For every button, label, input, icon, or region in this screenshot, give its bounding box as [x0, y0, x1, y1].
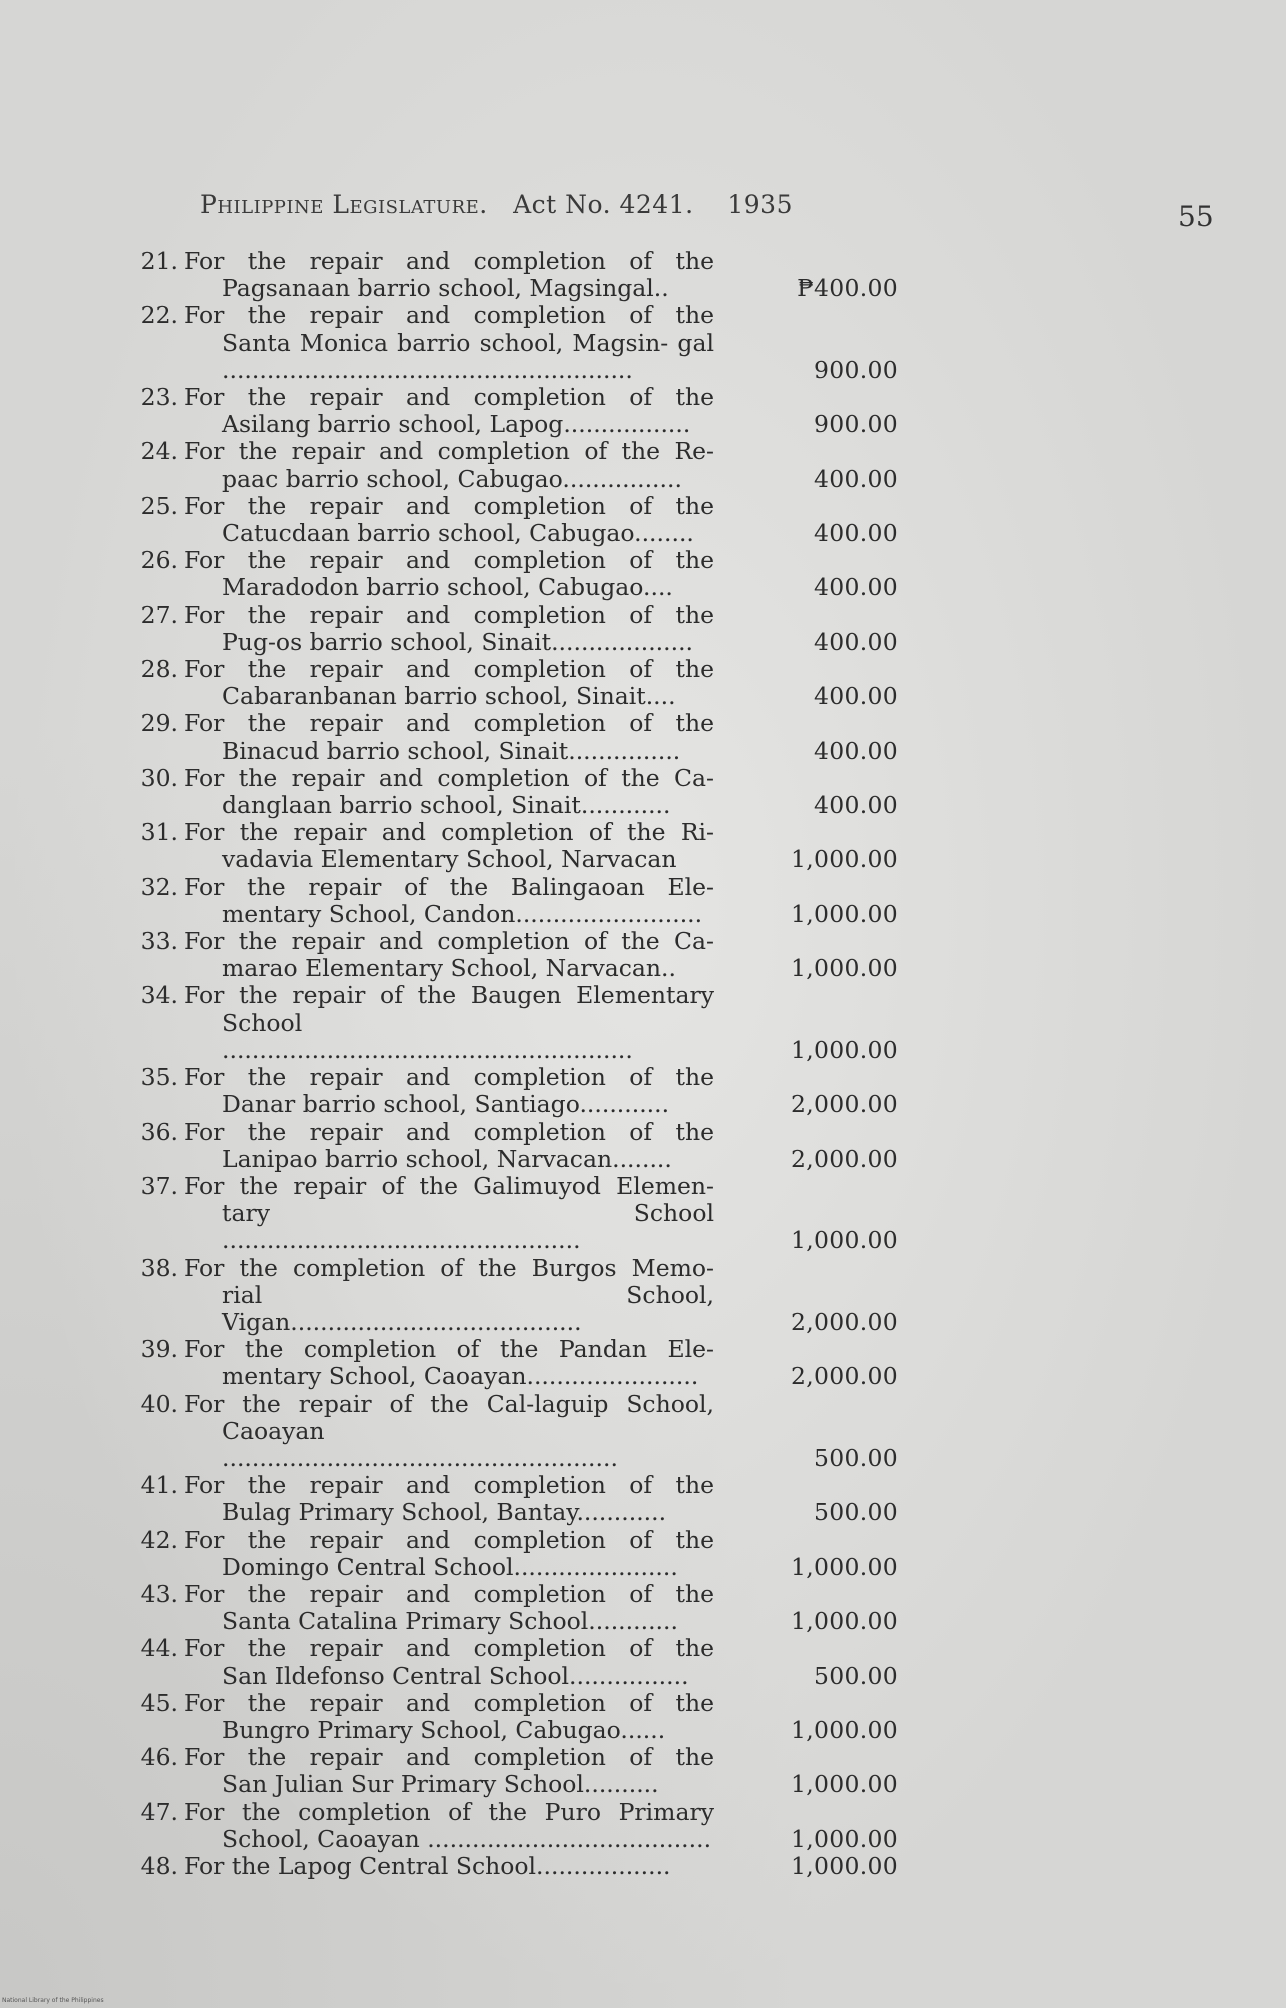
item-description — [184, 1527, 714, 1581]
list-item — [128, 248, 908, 302]
list-item — [128, 765, 908, 819]
item-description — [184, 874, 714, 928]
item-description-first-line: For the completion of the Puro Primary — [184, 1797, 714, 1826]
item-description — [184, 1690, 714, 1744]
item-description — [184, 384, 714, 438]
list-item — [128, 1472, 908, 1526]
item-description-first-line: For the repair and completion of the — [184, 655, 714, 684]
item-description-first-line: For the repair and completion of the Ca- — [184, 927, 714, 956]
item-number: 31. — [140, 818, 178, 847]
item-description-continuation: Binacud barrio school, Sinait............... — [222, 736, 681, 765]
item-description-first-line: For the repair and completion of the — [184, 1117, 714, 1146]
item-description-continuation: Lanipao barrio school, Narvacan........ — [222, 1144, 672, 1173]
item-number: 21. — [140, 247, 178, 275]
list-item — [128, 602, 908, 656]
list-item — [128, 1336, 908, 1390]
header-act: Act No. 4241. — [513, 190, 694, 219]
item-amount: 900.00 — [813, 410, 898, 439]
list-item — [128, 710, 908, 764]
item-description — [184, 928, 714, 982]
item-description — [184, 1744, 714, 1798]
item-number: 36. — [140, 1117, 178, 1146]
item-description-continuation: Pagsanaan barrio school, Magsingal.. — [222, 274, 669, 303]
header-year: 1935 — [727, 190, 793, 219]
item-description — [184, 248, 714, 302]
item-description-continuation: mentary School, Candon......................... — [222, 899, 703, 928]
list-item — [128, 438, 908, 492]
item-number: 24. — [140, 437, 178, 466]
item-description-continuation: mentary School, Caoayan....................... — [222, 1362, 699, 1391]
item-amount: 400.00 — [813, 791, 898, 820]
list-item — [128, 656, 908, 710]
list-item — [128, 1255, 908, 1337]
list-item — [128, 302, 908, 384]
item-amount: 1,000.00 — [790, 954, 898, 983]
item-description — [184, 819, 714, 873]
item-amount: 1,000.00 — [790, 1035, 898, 1064]
item-description-continuation: marao Elementary School, Narvacan.. — [222, 954, 676, 983]
item-description-continuation: Cabaranbanan barrio school, Sinait.... — [222, 682, 676, 711]
list-item — [128, 1119, 908, 1173]
list-item — [128, 1527, 908, 1581]
item-description-first-line: For the repair and completion of the — [184, 383, 714, 412]
item-number: 25. — [140, 491, 178, 520]
item-description-first-line: For the repair and completion of the — [184, 1743, 714, 1772]
item-amount: 1,000.00 — [790, 1607, 898, 1636]
item-amount: 500.00 — [813, 1498, 898, 1527]
item-amount: 500.00 — [813, 1661, 898, 1690]
item-description — [184, 765, 714, 819]
item-amount: 900.00 — [813, 355, 898, 384]
item-description-continuation: School ....................................................... — [222, 1008, 633, 1064]
item-description-continuation: Asilang barrio school, Lapog................. — [222, 410, 691, 439]
item-description-continuation: Domingo Central School...................... — [222, 1552, 678, 1581]
item-description-continuation: tary School ................................................ — [222, 1199, 714, 1255]
list-item — [128, 819, 908, 873]
item-amount: 2,000.00 — [790, 1307, 898, 1336]
item-amount: 1,000.00 — [790, 845, 898, 874]
item-amount: 2,000.00 — [790, 1362, 898, 1391]
item-description-first-line: For the repair and completion of the Re- — [184, 437, 714, 466]
item-description — [184, 1173, 714, 1255]
item-number: 45. — [140, 1688, 178, 1717]
item-description — [184, 1799, 714, 1853]
item-description-continuation: Maradodon barrio school, Cabugao.... — [222, 573, 673, 602]
item-number: 44. — [140, 1634, 178, 1663]
list-item — [128, 1173, 908, 1255]
list-item — [128, 982, 908, 1064]
list-item — [128, 493, 908, 547]
header-title: Philippine Legislature. — [200, 190, 488, 219]
item-amount: 1,000.00 — [790, 1552, 898, 1581]
item-amount: ₱400.00 — [797, 274, 898, 303]
list-item — [128, 1799, 908, 1853]
item-description — [184, 1581, 714, 1635]
item-number: 42. — [140, 1525, 178, 1554]
item-description-continuation: Santa Monica barrio school, Magsin- gal ....................................................... — [222, 328, 714, 384]
item-number: 30. — [140, 763, 178, 792]
item-number: 35. — [140, 1063, 178, 1092]
item-description-continuation: rial School, Vigan....................................... — [222, 1280, 714, 1336]
item-description-first-line: For the repair and completion of the — [184, 1634, 714, 1663]
item-number: 46. — [140, 1743, 178, 1772]
item-amount: 400.00 — [813, 682, 898, 711]
item-description-first-line: For the repair and completion of the — [184, 1579, 714, 1608]
item-description-first-line: For the repair and completion of the — [184, 247, 714, 275]
item-description — [184, 1255, 714, 1337]
item-description-continuation: Bulag Primary School, Bantay............ — [222, 1498, 667, 1527]
list-item — [128, 1581, 908, 1635]
item-number: 48. — [140, 1851, 178, 1880]
item-description-first-line: For the repair and completion of the — [184, 1525, 714, 1554]
item-description — [184, 1472, 714, 1526]
list-item — [128, 1690, 908, 1744]
item-description — [184, 438, 714, 492]
item-description-first-line: For the repair and completion of the — [184, 1471, 714, 1500]
footer-mark: National Library of the Philippines — [2, 1997, 104, 2004]
item-description-first-line: For the completion of the Burgos Memo- — [184, 1253, 714, 1282]
item-number: 29. — [140, 709, 178, 738]
item-amount: 400.00 — [813, 627, 898, 656]
item-description-first-line: For the repair of the Galimuyod Elemen- — [184, 1171, 714, 1200]
item-description-first-line: For the repair and completion of the — [184, 709, 714, 738]
item-number: 47. — [140, 1797, 178, 1826]
list-item — [128, 1064, 908, 1118]
item-amount: 400.00 — [813, 736, 898, 765]
item-description — [184, 493, 714, 547]
item-description-first-line: For the repair and completion of the — [184, 546, 714, 575]
list-item — [128, 1391, 908, 1473]
item-description — [184, 982, 714, 1064]
item-description-continuation: Caoayan ..................................................... — [222, 1416, 618, 1472]
item-number: 26. — [140, 546, 178, 575]
item-description-first-line: For the repair and completion of the Ca- — [184, 763, 714, 792]
item-description — [184, 302, 714, 384]
item-description-first-line: For the completion of the Pandan Ele- — [184, 1335, 714, 1364]
item-description-first-line: For the repair and completion of the Ri- — [184, 818, 714, 847]
item-amount: 2,000.00 — [790, 1144, 898, 1173]
item-description-first-line: For the repair and completion of the — [184, 1688, 714, 1717]
list-item — [128, 874, 908, 928]
list-item — [128, 1635, 908, 1689]
item-amount: 1,000.00 — [790, 1770, 898, 1799]
item-amount: 1,000.00 — [790, 1824, 898, 1853]
item-description-first-line: For the repair and completion of the — [184, 600, 714, 629]
item-number: 38. — [140, 1253, 178, 1282]
item-amount: 1,000.00 — [790, 1715, 898, 1744]
item-description-continuation: Danar barrio school, Santiago............ — [222, 1090, 670, 1119]
item-description-first-line: For the Lapog Central School.................. — [184, 1851, 671, 1880]
item-description — [184, 602, 714, 656]
item-amount: 400.00 — [813, 464, 898, 493]
item-amount: 400.00 — [813, 573, 898, 602]
list-item — [128, 1744, 908, 1798]
item-description — [184, 1391, 714, 1473]
item-number: 43. — [140, 1579, 178, 1608]
item-description-first-line: For the repair of the Balingaoan Ele- — [184, 872, 714, 901]
item-amount: 2,000.00 — [790, 1090, 898, 1119]
item-description-first-line: For the repair and completion of the — [184, 491, 714, 520]
item-description — [184, 1119, 714, 1173]
item-description-continuation: School, Caoayan ...................................... — [222, 1824, 712, 1853]
item-description-continuation: San Ildefonso Central School................ — [222, 1661, 689, 1690]
item-description-first-line: For the repair and completion of the — [184, 1063, 714, 1092]
item-number: 27. — [140, 600, 178, 629]
item-number: 39. — [140, 1335, 178, 1364]
item-number: 41. — [140, 1471, 178, 1500]
item-description-continuation: paac barrio school, Cabugao................ — [222, 464, 682, 493]
list-item — [128, 384, 908, 438]
page-number: 55 — [1178, 200, 1214, 233]
list-item — [128, 1853, 908, 1880]
item-amount: 1,000.00 — [790, 899, 898, 928]
item-description — [184, 1635, 714, 1689]
item-amount: 400.00 — [813, 519, 898, 548]
item-description-first-line: For the repair of the Cal-laguip School, — [184, 1389, 714, 1418]
list-item — [128, 547, 908, 601]
item-description-first-line: For the repair and completion of the — [184, 301, 714, 330]
item-amount: 1,000.00 — [790, 1226, 898, 1255]
item-number: 40. — [140, 1389, 178, 1418]
item-description — [184, 656, 714, 710]
item-description — [184, 1336, 714, 1390]
running-header — [200, 190, 860, 219]
item-number: 37. — [140, 1171, 178, 1200]
item-description-continuation: Santa Catalina Primary School............ — [222, 1607, 678, 1636]
item-number: 28. — [140, 655, 178, 684]
item-description-continuation: Bungro Primary School, Cabugao...... — [222, 1715, 666, 1744]
item-amount: 500.00 — [813, 1443, 898, 1472]
item-description-continuation: danglaan barrio school, Sinait............ — [222, 791, 671, 820]
item-description-first-line: For the repair of the Baugen Elementary — [184, 981, 714, 1010]
item-description — [184, 710, 714, 764]
item-description-continuation: Catucdaan barrio school, Cabugao........ — [222, 519, 694, 548]
item-number: 23. — [140, 383, 178, 412]
item-number: 32. — [140, 872, 178, 901]
item-description-continuation: vadavia Elementary School, Narvacan — [222, 845, 677, 874]
list-item — [128, 928, 908, 982]
appropriation-list — [128, 248, 908, 1880]
item-description — [184, 1064, 714, 1118]
item-number: 33. — [140, 927, 178, 956]
item-description — [184, 1853, 714, 1880]
item-amount: 1,000.00 — [790, 1851, 898, 1880]
item-number: 34. — [140, 981, 178, 1010]
item-description-continuation: San Julian Sur Primary School.......... — [222, 1770, 659, 1799]
item-description — [184, 547, 714, 601]
item-number: 22. — [140, 301, 178, 330]
item-description-continuation: Pug-os barrio school, Sinait................... — [222, 627, 694, 656]
